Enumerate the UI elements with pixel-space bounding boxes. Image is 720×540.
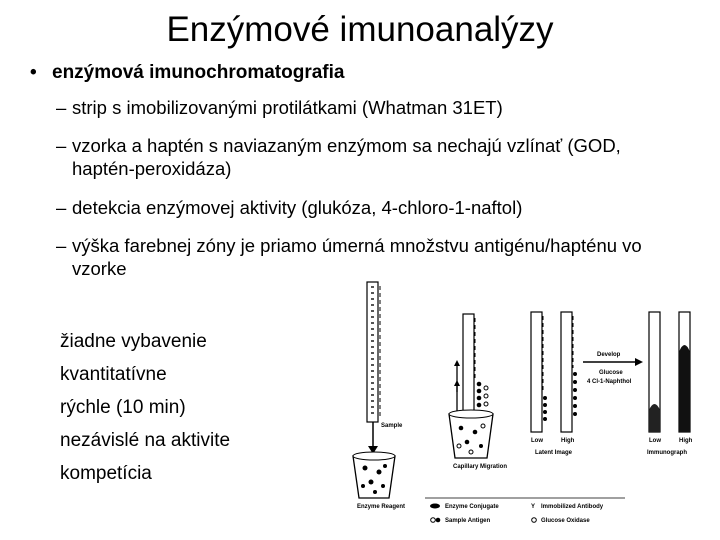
latent-image-strips xyxy=(531,312,577,432)
develop-arrow-head xyxy=(635,358,643,366)
legend-enzyme-conjugate: Enzyme Conjugate xyxy=(445,504,499,510)
label-high-2: High xyxy=(679,438,693,444)
label-glucose: Glucose xyxy=(599,370,623,376)
label-naphthol: 4 Cl-1-Naphthol xyxy=(587,379,632,385)
feature-list xyxy=(60,325,230,490)
label-capillary-migration: Capillary Migration xyxy=(453,464,508,470)
main-bullet xyxy=(30,62,344,84)
label-immunograph: Immunograph xyxy=(647,450,687,456)
migration-cup xyxy=(449,410,493,458)
immunograph-strips xyxy=(649,312,690,432)
label-low-1: Low xyxy=(531,438,543,444)
enzyme-reagent-cup xyxy=(353,452,395,498)
feature-item: kvantitatívne xyxy=(60,364,167,385)
label-develop: Develop xyxy=(597,352,621,358)
sub-item-3-text: detekcia enzýmovej aktivity (glukóza, 4-chloro-1-naftol) xyxy=(72,197,523,218)
diagram-legend xyxy=(425,498,625,524)
label-low-2: Low xyxy=(649,438,661,444)
sub-item-2: – vzorka a haptén s naviazaným enzýmom sa nechajú vzlínať (GOD, haptén-peroxidáza) xyxy=(56,135,621,179)
label-latent-image: Latent Image xyxy=(535,450,573,456)
feature-item: kompetícia xyxy=(60,463,152,484)
sub-item-3: – detekcia enzýmovej aktivity (glukóza, 4-chloro-1-naftol) xyxy=(56,197,523,218)
strip-antibody xyxy=(367,282,380,422)
legend-glucose-oxidase: Glucose Oxidase xyxy=(541,518,590,524)
label-sample: Sample xyxy=(381,423,403,429)
strip-migration xyxy=(454,314,488,422)
label-enzyme-reagent: Enzyme Reagent xyxy=(357,504,406,510)
immunochromatography-diagram xyxy=(335,272,705,534)
main-bullet-text: enzýmová imunochromatografia xyxy=(52,62,345,83)
legend-antibody-icon: Y xyxy=(531,504,536,510)
legend-sample-antigen: Sample Antigen xyxy=(445,518,491,524)
bullet-dot: • xyxy=(30,62,37,83)
feature-item: žiadne vybavenie xyxy=(60,331,207,352)
slide-title: Enzýmové imunoanalýzy xyxy=(166,10,554,49)
label-high-1: High xyxy=(561,438,575,444)
sub-item-4-text: výška farebnej zóny je priamo úmerná množstvu antigénu/hapténu vo vzorke xyxy=(72,235,642,279)
feature-item: nezávislé na aktivite xyxy=(60,430,231,451)
feature-item: rýchle (10 min) xyxy=(60,397,186,418)
sub-item-4: – výška farebnej zóny je priamo úmerná množstvu antigénu/hapténu vo vzorke xyxy=(56,235,642,279)
legend-immobilized-antibody: Immobilized Antibody xyxy=(541,504,604,510)
sub-item-1: – strip s imobilizovanými protilátkami (Whatman 31ET) xyxy=(56,97,503,118)
sub-item-2-text: vzorka a haptén s naviazaným enzýmom sa nechajú vzlínať (GOD, haptén-peroxidáza) xyxy=(72,135,621,179)
sub-item-1-text: strip s imobilizovanými protilátkami (Whatman 31ET) xyxy=(72,97,503,118)
